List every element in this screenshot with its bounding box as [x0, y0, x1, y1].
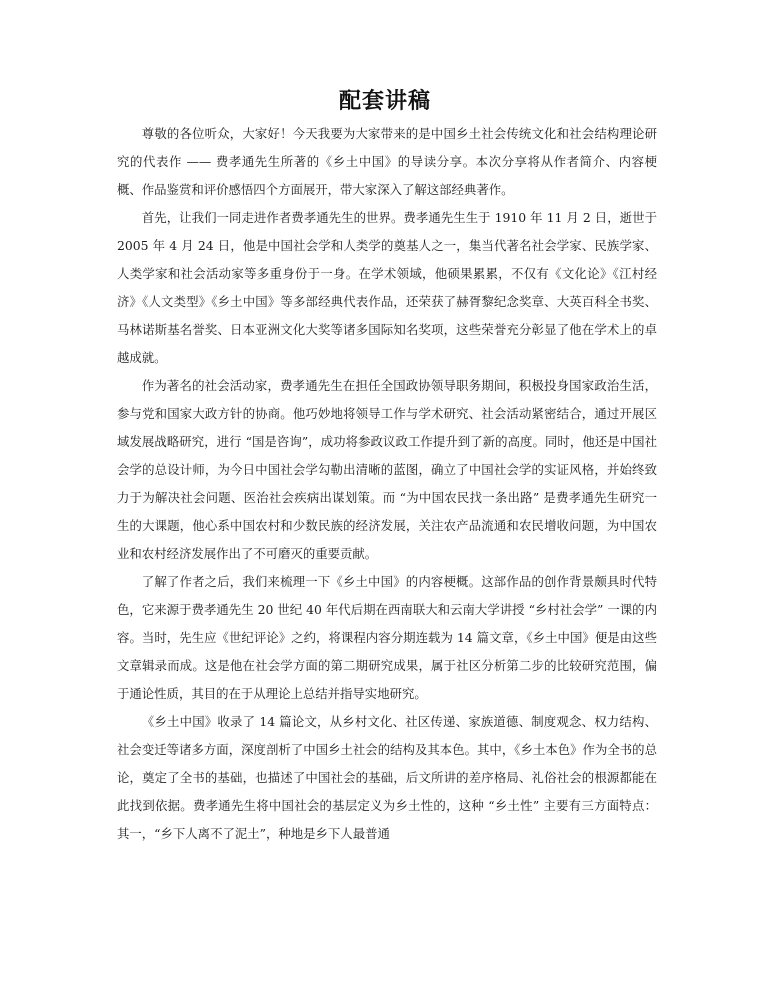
- paragraph-content-summary: 了解了作者之后，我们来梳理一下《乡土中国》的内容梗概。这部作品的创作背景颇具时代特色，它来源于费孝通先生 20 世纪 40 年代后期在西南联大和云南大学讲授 “乡村社会学” 一课的内容。当时，先生应《世纪评论》之约，将课程内容分期连载为 14 篇文章，《乡土中国》便是由这些文章辑录而成。这是他在社会学方面的第二期研究成果，属于社区分析第二步的比较研究范围，偏于通论性质，其目的在于从理论上总结并指导实地研究。: [117, 574, 657, 701]
- paragraph-author-bio: 首先，让我们一同走进作者费孝通先生的世界。费孝通先生生于 1910 年 11 月 2 日，逝世于 2005 年 4 月 24 日，他是中国社会学和人类学的奠基人之一，集当代著名社会学家、民族学家、人类学家和社会活动家等多重身份于一身。在学术领域，他硕果累累，不仅有《文化论》《江村经济》《人文类型》《乡土中国》等多部经典代表作品，还荣获了赫胥黎纪念奖章、大英百科全书奖、马林诺斯基名誉奖、日本亚洲文化大奖等诸多国际知名奖项，这些荣誉充分彰显了他在学术上的卓越成就。: [117, 210, 657, 365]
- paragraph-book-structure: 《乡土中国》收录了 14 篇论文，从乡村文化、社区传递、家族道德、制度观念、权力结构、社会变迁等诸多方面，深度剖析了中国乡土社会的结构及其本色。其中，《乡土本色》作为全书的总论，奠定了全书的基础，也描述了中国社会的基础，后文所讲的差序格局、礼俗社会的根源都能在此找到依据。费孝通先生将中国社会的基层定义为乡土性的，这种 “乡土性” 主要有三方面特点：其一，“乡下人离不了泥土”，种地是乡下人最普通: [117, 714, 657, 841]
- paragraph-social-activist: 作为著名的社会活动家，费孝通先生在担任全国政协领导职务期间，积极投身国家政治生活，参与党和国家大政方针的协商。他巧妙地将领导工作与学术研究、社会活动紧密结合，通过开展区域发展战略研究，进行 “国是咨询”，成功将参政议政工作提升到了新的高度。同时，他还是中国社会学的总设计师，为今日中国社会学勾勒出清晰的蓝图，确立了中国社会学的实证风格，并始终致力于为解决社会问题、医治社会疾病出谋划策。而 “为中国农民找一条出路” 是费孝通先生研究一生的大课题，他心系中国农村和少数民族的经济发展，关注农产品流通和农民增收问题，为中国农业和农村经济发展作出了不可磨灭的重要贡献。: [117, 378, 657, 561]
- paragraph-intro: 尊敬的各位听众，大家好！今天我要为大家带来的是中国乡土社会传统文化和社会结构理论研究的代表作 —— 费孝通先生所著的《乡土中国》的导读分享。本次分享将从作者简介、内容梗概、作品鉴赏和评价感悟四个方面展开，带大家深入了解这部经典著作。: [117, 126, 657, 197]
- document-body: [117, 120, 657, 848]
- page-title: 配套讲稿: [338, 88, 431, 114]
